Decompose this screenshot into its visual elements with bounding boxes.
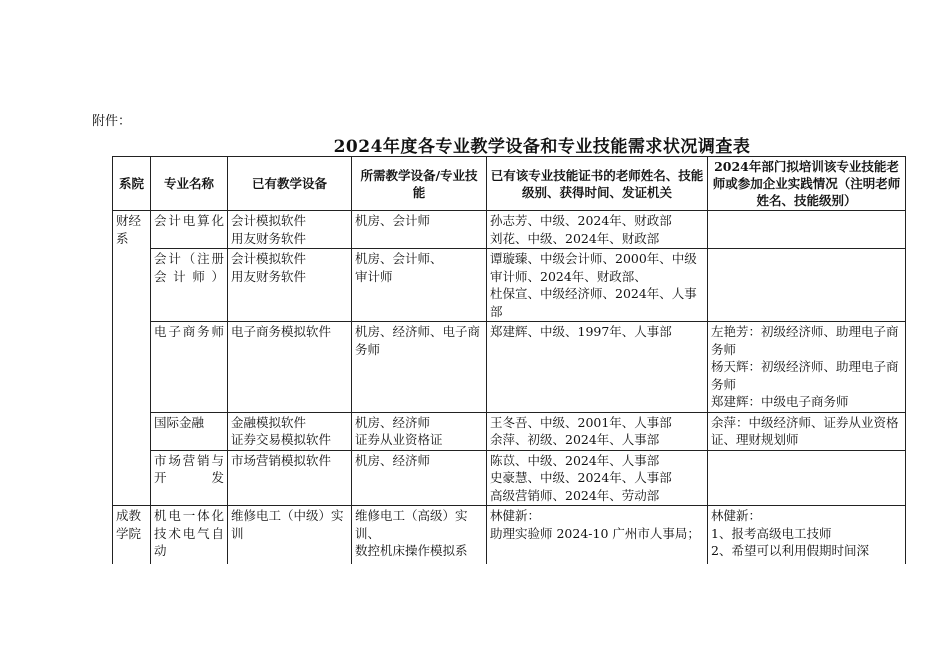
training-plan-cell bbox=[708, 450, 906, 506]
training-plan-cell bbox=[708, 211, 906, 249]
existing-equipment-cell: 电子商务模拟软件 bbox=[228, 322, 352, 413]
table-row bbox=[113, 211, 906, 249]
major-cell: 国际金融 bbox=[151, 412, 228, 450]
major-cell: 会计电算化 bbox=[151, 211, 228, 249]
required-equipment-cell: 机房、经济师、电子商务师 bbox=[352, 322, 487, 413]
existing-equipment-cell: 金融模拟软件 证券交易模拟软件 bbox=[228, 412, 352, 450]
training-plan-cell: 林健新： 1、报考高级电工技师 2、希望可以利用假期时间深 bbox=[708, 506, 906, 564]
certified-teachers-cell: 陈苡、中级、2024年、人事部 史豪慧、中级、2024年、人事部 高级营销师、2024年、劳动部 bbox=[487, 450, 708, 506]
table-row bbox=[113, 450, 906, 506]
header-training-plan: 2024年部门拟培训该专业技能老师或参加企业实践情况（注明老师姓名、技能级别） bbox=[708, 157, 906, 211]
table-row bbox=[113, 412, 906, 450]
header-row bbox=[113, 157, 906, 211]
major-cell: 市场营销与开发 bbox=[151, 450, 228, 506]
certified-teachers-cell: 谭璇臻、中级会计师、2000年、中级审计师、2024年、财政部、 杜保宣、中级经济师、2024年、人事部 bbox=[487, 249, 708, 322]
existing-equipment-cell: 会计模拟软件 用友财务软件 bbox=[228, 211, 352, 249]
existing-equipment-cell: 市场营销模拟软件 bbox=[228, 450, 352, 506]
header-college: 系院 bbox=[113, 157, 151, 211]
training-plan-cell: 余萍：中级经济师、证券从业资格证、理财规划师 bbox=[708, 412, 906, 450]
training-plan-cell: 左艳芳：初级经济师、助理电子商务师 杨天辉：初级经济师、助理电子商务师 郑建辉：中级电子商务师 bbox=[708, 322, 906, 413]
college-cell: 成教学院 bbox=[113, 506, 151, 564]
training-plan-cell bbox=[708, 249, 906, 322]
document-title: 2024年度各专业教学设备和专业技能需求状况调查表 bbox=[333, 137, 751, 157]
certified-teachers-cell: 林健新： 助理实验师 2024-10 广州市人事局； bbox=[487, 506, 708, 564]
header-required-equipment: 所需教学设备/专业技能 bbox=[352, 157, 487, 211]
existing-equipment-cell: 会计模拟软件 用友财务软件 bbox=[228, 249, 352, 322]
table-row bbox=[113, 506, 906, 564]
certified-teachers-cell: 孙志芳、中级、2024年、财政部 刘花、中级、2024年、财政部 bbox=[487, 211, 708, 249]
required-equipment-cell: 维修电工（高级）实训、 数控机床操作模拟系 bbox=[352, 506, 487, 564]
table-row bbox=[113, 322, 906, 413]
table-row bbox=[113, 249, 906, 322]
required-equipment-cell: 机房、会计师、 审计师 bbox=[352, 249, 487, 322]
certified-teachers-cell: 王冬吾、中级、2001年、人事部 余萍、初级、2024年、人事部 bbox=[487, 412, 708, 450]
major-cell: 机电一体化技术电气自动 bbox=[151, 506, 228, 564]
required-equipment-cell: 机房、经济师 bbox=[352, 450, 487, 506]
survey-table bbox=[112, 156, 906, 564]
required-equipment-cell: 机房、经济师 证券从业资格证 bbox=[352, 412, 487, 450]
attachment-label: 附件： bbox=[92, 114, 132, 129]
major-cell: 会计（注册会计师） bbox=[151, 249, 228, 322]
header-certified-teachers: 已有该专业技能证书的老师姓名、技能级别、获得时间、发证机关 bbox=[487, 157, 708, 211]
header-existing-equipment: 已有教学设备 bbox=[228, 157, 352, 211]
header-major: 专业名称 bbox=[151, 157, 228, 211]
existing-equipment-cell: 维修电工（中级）实训 bbox=[228, 506, 352, 564]
required-equipment-cell: 机房、会计师 bbox=[352, 211, 487, 249]
major-cell: 电子商务师 bbox=[151, 322, 228, 413]
college-cell: 财经系 bbox=[113, 211, 151, 506]
certified-teachers-cell: 郑建辉、中级、1997年、人事部 bbox=[487, 322, 708, 413]
